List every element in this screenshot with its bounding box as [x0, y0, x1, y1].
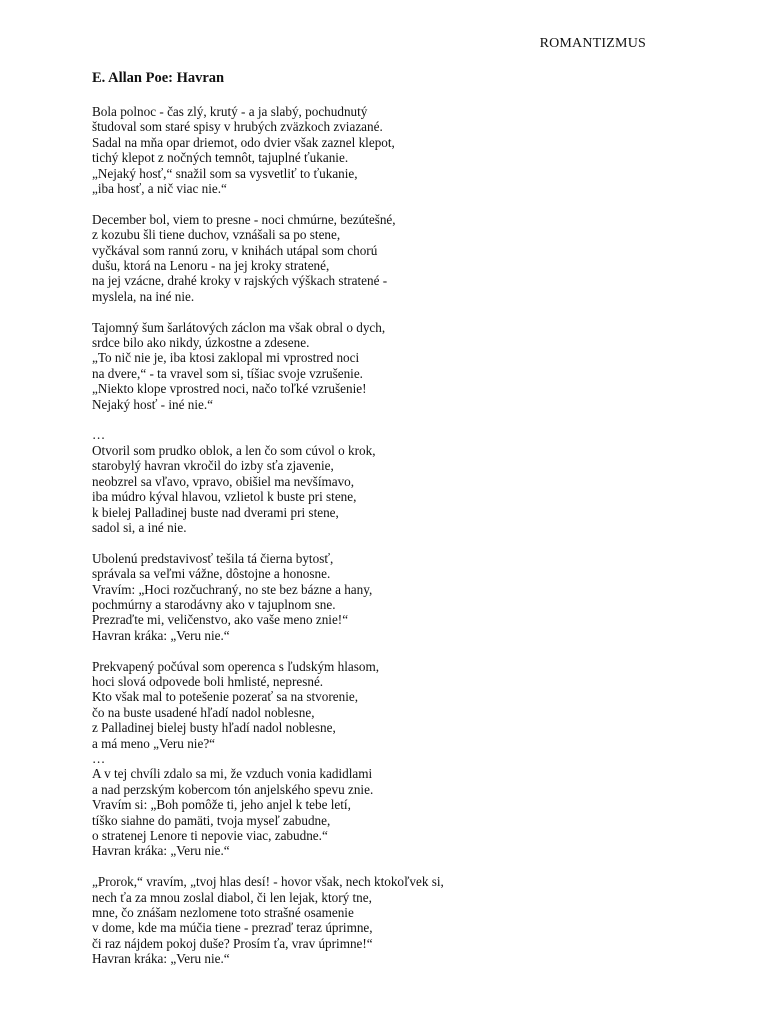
stanza — [92, 551, 692, 643]
poem-line: srdce bilo ako nikdy, úzkostne a zdesene. — [92, 335, 310, 351]
poem-line: Bola polnoc - čas zlý, krutý - a ja slabý, pochudnutý — [92, 104, 368, 119]
poem-line: na dvere,“ - ta vravel som si, tíšiac svoje vzrušenie. — [92, 365, 363, 381]
poem-line: a má meno „Veru nie?“ — [92, 735, 216, 751]
poem-line: Sadal na mňa opar driemot, odo dvier však zaznel klepot, — [92, 134, 395, 150]
poem-line: iba múdro kýval hlavou, vzlietol k buste pri stene, — [92, 489, 357, 505]
stanza — [92, 659, 692, 751]
stanza-gap — [92, 196, 692, 211]
poem-line: Tajomný šum šarlátových záclon ma však obral o dych, — [92, 319, 386, 335]
poem-line: „Prorok,“ vravím, „tvoj hlas desí! - hovor však, nech ktokoľvek si, — [92, 874, 444, 890]
poem-line: Prezraďte mi, veličenstvo, ako vaše meno znie!“ — [92, 612, 349, 628]
poem-line: Nejaký hosť - iné nie.“ — [92, 396, 213, 412]
poem-line: v dome, kde ma múčia tiene - prezraď teraz úprimne, — [92, 920, 373, 936]
poem-line: hoci slová odpovede boli hmlisté, nepresné. — [92, 673, 324, 689]
poem-line: neobzrel sa vľavo, vpravo, obišiel ma nevšímavo, — [92, 473, 355, 489]
poem-line: December bol, viem to presne - noci chmúrne, bezútešné, — [92, 211, 396, 227]
poem-line: myslela, na iné nie. — [92, 288, 195, 304]
stanza — [92, 874, 692, 966]
poem-line: na jej vzácne, drahé kroky v rajských výškach stratené - — [92, 273, 388, 289]
poem-title: E. Allan Poe: Havran — [92, 70, 225, 86]
poem-line: Vravím: „Hoci rozčuchraný, no ste bez bázne a hany, — [92, 581, 373, 597]
poem-line: k bielej Palladinej buste nad dverami pri stene, — [92, 504, 339, 520]
poem-line: tíško siahne do pamäti, tvoja myseľ zabudne, — [92, 812, 331, 828]
poem-line: nech ťa za mnou zoslal diabol, či len lejak, ktorý tne, — [92, 889, 372, 905]
poem-line: správala sa veľmi vážne, dôstojne a honosne. — [92, 566, 331, 582]
poem-line: „Niekto klope vprostred noci, načo toľké vzrušenie! — [92, 381, 367, 397]
poem-line: sadol si, a iné nie. — [92, 519, 187, 535]
stanza — [92, 751, 692, 859]
poem-line: „iba hosť, a nič viac nie.“ — [92, 181, 227, 197]
poem-line: A v tej chvíli zdalo sa mi, že vzduch vonia kadidlami — [92, 766, 373, 782]
poem-line: o stratenej Lenore ti nepovie viac, zabudne.“ — [92, 828, 328, 844]
poem-line: starobylý havran vkročil do izby sťa zjavenie, — [92, 458, 334, 474]
section-header: ROMANTIZMUS — [539, 36, 646, 51]
stanza-gap — [92, 412, 692, 427]
poem-line: Kto však mal to potešenie pozerať sa na stvorenie, — [92, 689, 359, 705]
stanza — [92, 104, 692, 196]
stanza-gap — [92, 304, 692, 319]
poem-line: a nad perzským kobercom tón anjelského spevu znie. — [92, 781, 374, 797]
poem-line: Prekvapený počúval som operenca s ľudským hlasom, — [92, 658, 379, 674]
stanza-gap — [92, 535, 692, 550]
poem-line: z kozubu šli tiene duchov, vznášali sa po stene, — [92, 227, 341, 243]
poem-line: z Palladinej bielej busty hľadí nadol noblesne, — [92, 720, 336, 736]
poem-line: či raz nájdem pokoj duše? Prosím ťa, vrav úprimne!“ — [92, 935, 373, 951]
stanza — [92, 212, 692, 304]
poem-line: „To nič nie je, iba ktosi zaklopal mi vprostred noci — [92, 350, 360, 366]
poem-line: „Nejaký hosť,“ snažil som sa vysvetliť to ťukanie, — [92, 165, 358, 181]
poem-line: tichý klepot z nočných temnôt, tajuplné ťukanie. — [92, 150, 349, 166]
poem-line: Havran kráka: „Veru nie.“ — [92, 843, 230, 859]
stanza-gap — [92, 643, 692, 658]
poem-line: … — [92, 427, 106, 443]
poem-line: dušu, ktorá na Lenoru - na jej kroky stratené, — [92, 258, 330, 274]
poem-line: študoval som staré spisy v hrubých zväzkoch zviazané. — [92, 119, 383, 135]
poem-body — [92, 104, 692, 967]
poem-line: … — [92, 750, 106, 766]
poem-line: vyčkával som rannú zoru, v knihách utápal som chorú — [92, 242, 378, 258]
stanza — [92, 427, 692, 535]
poem-line: Vravím si: „Boh pomôže ti, jeho anjel k tebe letí, — [92, 797, 351, 813]
stanza — [92, 320, 692, 412]
poem-line: Ubolenú predstavivosť tešila tá čierna bytosť, — [92, 550, 334, 566]
poem-line: mne, čo znášam nezlomene toto strašné osamenie — [92, 905, 354, 921]
poem-line: čo na buste usadené hľadí nadol noblesne, — [92, 704, 315, 720]
stanza-gap — [92, 859, 692, 874]
poem-line: Havran kráka: „Veru nie.“ — [92, 627, 230, 643]
poem-line: pochmúrny a starodávny ako v tajuplnom sne. — [92, 596, 336, 612]
poem-line: Havran kráka: „Veru nie.“ — [92, 951, 230, 967]
poem-line: Otvoril som prudko oblok, a len čo som cúvol o krok, — [92, 442, 376, 458]
